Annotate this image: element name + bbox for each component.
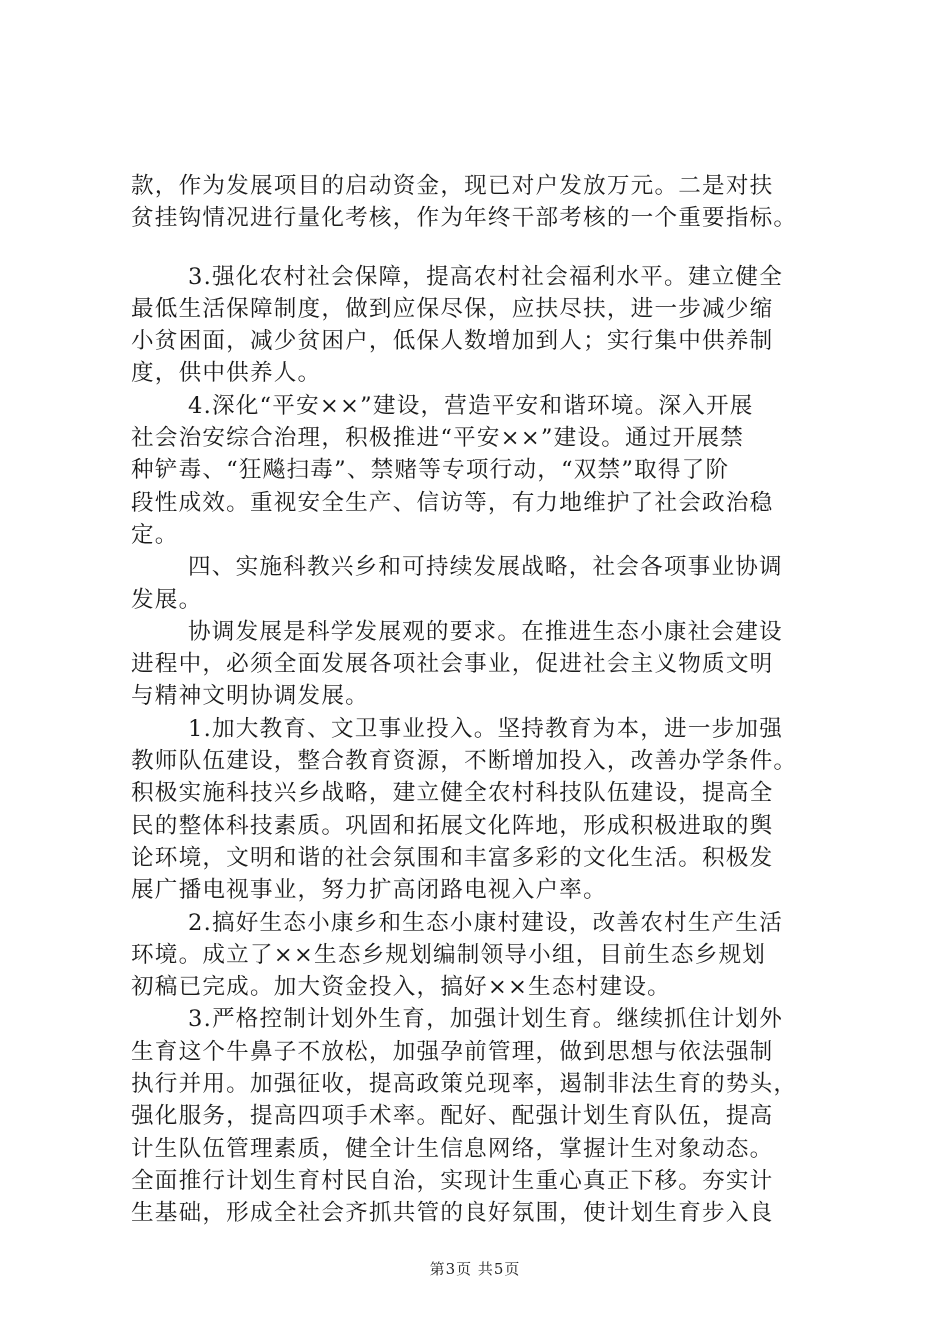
text-line: 环境。成立了××生态乡规划编制领导小组，目前生态乡规划 bbox=[131, 941, 767, 968]
text-line: 积极实施科技兴乡战略，建立健全农村科技队伍建设，提高全 bbox=[131, 780, 774, 807]
text-line: 展广播电视事业，努力扩高闭路电视入户率。 bbox=[131, 877, 607, 904]
text-line: 定。 bbox=[131, 521, 179, 548]
text-line: 教师队伍建设，整合教育资源，不断增加投入，改善办学条件。 bbox=[131, 748, 798, 775]
text-line: 款，作为发展项目的启动资金，现已对户发放万元。二是对扶 bbox=[131, 173, 774, 199]
text-line: 生基础，形成全社会齐抓共管的良好氛围，使计划生育步入良 bbox=[131, 1200, 774, 1227]
text-line: 小贫困面，减少贫困户，低保人数增加到人；实行集中供养制 bbox=[131, 328, 774, 355]
text-line: 3.强化农村社会保障，提高农村社会福利水平。建立健全 bbox=[188, 263, 784, 290]
text-line: 计生队伍管理素质，健全计生信息网络，掌握计生对象动态。 bbox=[131, 1135, 774, 1162]
text-line: 与精神文明协调发展。 bbox=[131, 683, 369, 710]
paragraph-gap bbox=[131, 235, 831, 261]
text-line: 初稿已完成。加大资金投入，搞好××生态村建设。 bbox=[131, 974, 671, 1001]
text-line: 段性成效。重视安全生产、信访等，有力地维护了社会政治稳 bbox=[131, 489, 774, 516]
text-line: 贫挂钩情况进行量化考核，作为年终干部考核的一个重要指标。 bbox=[131, 205, 798, 232]
text-line: 1.加大教育、文卫事业投入。坚持教育为本，进一步加强 bbox=[188, 715, 784, 742]
text-line: 进程中，必须全面发展各项社会事业，促进社会主义物质文明 bbox=[131, 651, 774, 678]
text-line: 论环境，文明和谐的社会氛围和丰富多彩的文化生活。积极发 bbox=[131, 844, 774, 871]
text-line: 最低生活保障制度，做到应保尽保，应扶尽扶，进一步减少缩 bbox=[131, 295, 774, 322]
text-line: 生育这个牛鼻子不放松，加强孕前管理，做到思想与依法强制 bbox=[131, 1038, 774, 1065]
page-number-label: 第3页 共5页 bbox=[429, 1260, 521, 1278]
text-line: 执行并用。加强征收，提高政策兑现率，遏制非法生育的势头， bbox=[131, 1071, 798, 1098]
text-line: 2.搞好生态小康乡和生态小康村建设，改善农村生产生活 bbox=[188, 909, 784, 936]
page-footer bbox=[0, 1258, 950, 1279]
text-line: 协调发展是科学发展观的要求。在推进生态小康社会建设 bbox=[188, 618, 783, 645]
text-line: 4.深化“平安××”建设，营造平安和谐环境。深入开展 bbox=[188, 392, 754, 419]
text-line: 3.严格控制计划外生育，加强计划生育。继续抓住计划外 bbox=[188, 1006, 784, 1033]
text-line: 种铲毒、“狂飚扫毒”、禁赌等专项行动，“双禁”取得了阶 bbox=[131, 457, 730, 484]
text-line: 度，供中供养人。 bbox=[131, 360, 322, 387]
text-line: 发展。 bbox=[131, 586, 203, 613]
text-line: 民的整体科技素质。巩固和拓展文化阵地，形成积极进取的舆 bbox=[131, 812, 774, 839]
text-line: 社会治安综合治理，积极推进“平安××”建设。通过开展禁 bbox=[131, 425, 745, 452]
text-line: 全面推行计划生育村民自治，实现计生重心真正下移。夯实计 bbox=[131, 1167, 774, 1194]
document-body bbox=[131, 170, 831, 1230]
text-line: 强化服务，提高四项手术率。配好、配强计划生育队伍，提高 bbox=[131, 1103, 774, 1130]
text-line: 四、实施科教兴乡和可持续发展战略，社会各项事业协调 bbox=[188, 554, 783, 581]
